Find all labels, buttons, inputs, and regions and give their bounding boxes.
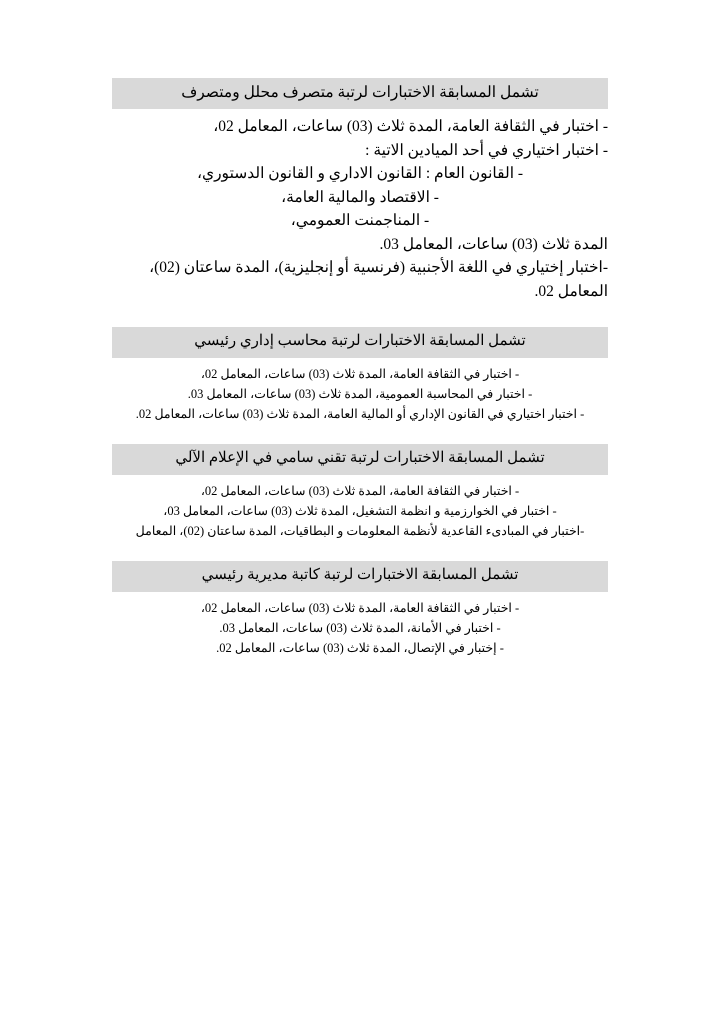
body-line: - الاقتصاد والمالية العامة، (281, 188, 439, 206)
section-body (112, 481, 608, 542)
body-line: - القانون العام : القانون الاداري و القانون الدستوري، (196, 165, 524, 183)
body-line: - إختبار في الإتصال، المدة ثلاث (03) ساعات، المعامل 02. (216, 641, 504, 656)
body-line: - اختبار في الأمانة، المدة ثلاث (03) ساعات، المعامل 03. (219, 620, 501, 635)
body-line: - المناجمنت العمومي، (290, 212, 430, 230)
section-heading: تشمل المسابقة الاختبارات لرتبة كاتبة مديرية رئيسي (112, 561, 608, 591)
body-line: - اختبار في المحاسبة العمومية، المدة ثلاث (03) ساعات، المعامل 03. (187, 386, 533, 401)
body-line: -اختبار في المبادىء القاعدية لأنظمة المعلومات و البطاقيات، المدة ساعتان (02)، المعامل (135, 524, 585, 539)
section-administrateur (112, 78, 608, 303)
spacer (112, 430, 608, 444)
spacer (112, 309, 608, 327)
section-heading: تشمل المسابقة الاختبارات لرتبة متصرف محلل ومتصرف (112, 78, 608, 109)
body-line: - اختبار اختياري في أحد الميادين الاتية : (365, 141, 608, 159)
body-line: - اختبار في الخوارزمية و انظمة التشغيل، المدة ثلاث (03) ساعات، المعامل 03، (163, 503, 557, 518)
section-comptable-principal (112, 327, 608, 424)
body-line: - اختبار في الثقافة العامة، المدة ثلاث (03) ساعات، المعامل 02، (200, 483, 520, 498)
section-secretaire-de-direction-principale (112, 561, 608, 658)
section-technicien-superieur-informatique (112, 444, 608, 541)
body-line: -اختبار إختياري في اللغة الأجنبية (فرنسية أو إنجليزية)، المدة ساعتان (02)، المعامل 02. (149, 259, 608, 300)
section-body (112, 598, 608, 659)
section-heading: تشمل المسابقة الاختبارات لرتبة تقني سامي في الإعلام الآلي (112, 444, 608, 474)
spacer (112, 547, 608, 561)
body-line: - اختبار اختياري في القانون الإداري أو المالية العامة، المدة ثلاث (03) ساعات، المعامل 02. (135, 407, 585, 422)
section-heading: تشمل المسابقة الاختبارات لرتبة محاسب إداري رئيسي (112, 327, 608, 357)
section-body (112, 115, 608, 303)
body-line: - اختبار في الثقافة العامة، المدة ثلاث (03) ساعات، المعامل 02، (213, 118, 608, 136)
body-line: المدة ثلاث (03) ساعات، المعامل 03. (379, 235, 608, 253)
body-line: - اختبار في الثقافة العامة، المدة ثلاث (03) ساعات، المعامل 02، (200, 366, 520, 381)
body-line: - اختبار في الثقافة العامة، المدة ثلاث (03) ساعات، المعامل 02، (200, 600, 520, 615)
section-body (112, 364, 608, 425)
